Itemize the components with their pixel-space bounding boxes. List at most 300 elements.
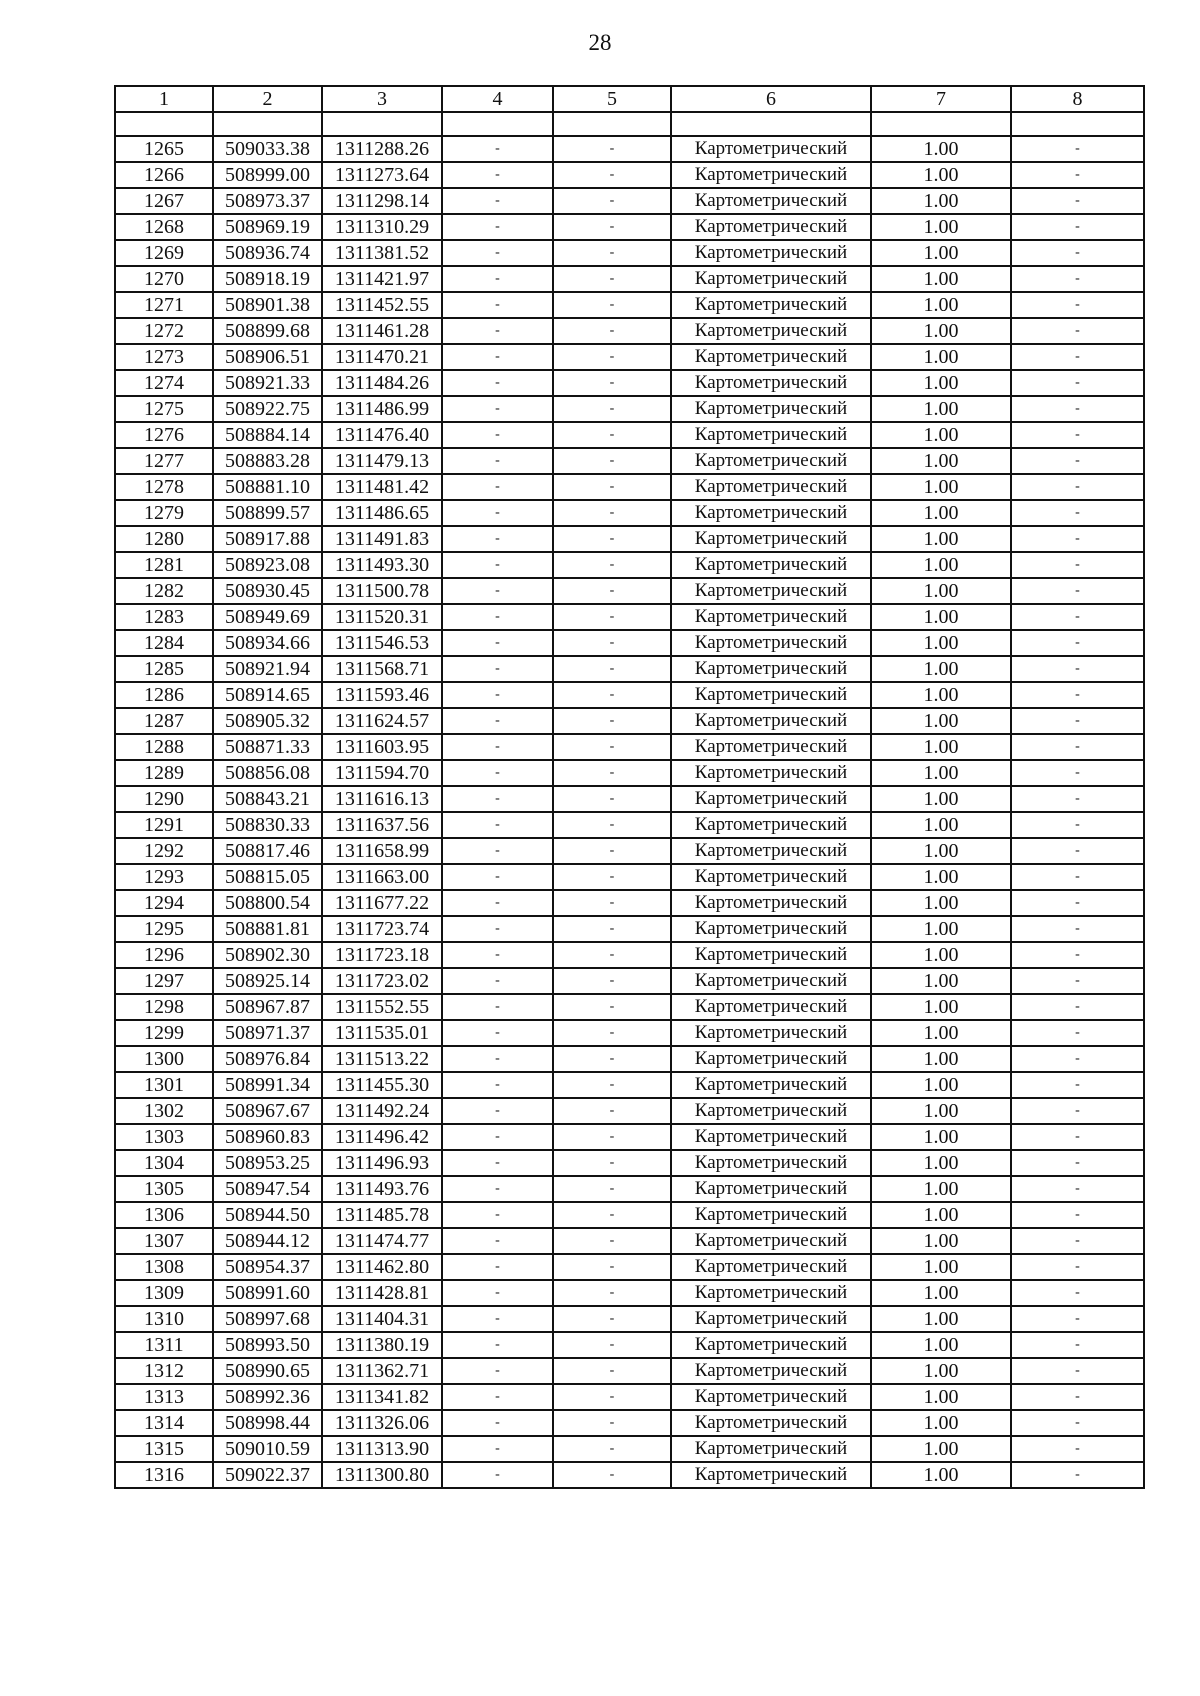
y-coordinate-cell: 1311594.70	[322, 760, 442, 786]
accuracy-cell: 1.00	[871, 1098, 1011, 1124]
column-number: 7	[871, 86, 1011, 112]
x-coordinate-cell: 508899.68	[213, 318, 322, 344]
col5-cell: -	[553, 1462, 671, 1488]
col8-cell: -	[1011, 708, 1144, 734]
y-coordinate-cell: 1311428.81	[322, 1280, 442, 1306]
accuracy-cell: 1.00	[871, 474, 1011, 500]
y-coordinate-cell: 1311723.02	[322, 968, 442, 994]
col4-cell: -	[442, 1462, 553, 1488]
accuracy-cell: 1.00	[871, 396, 1011, 422]
x-coordinate-cell: 508923.08	[213, 552, 322, 578]
y-coordinate-cell: 1311520.31	[322, 604, 442, 630]
point-number-cell: 1298	[115, 994, 213, 1020]
y-coordinate-cell: 1311326.06	[322, 1410, 442, 1436]
accuracy-cell: 1.00	[871, 604, 1011, 630]
method-cell: Картометрический	[671, 1410, 871, 1436]
table-row	[115, 656, 1144, 682]
col5-cell: -	[553, 916, 671, 942]
x-coordinate-cell: 508817.46	[213, 838, 322, 864]
accuracy-cell: 1.00	[871, 1176, 1011, 1202]
method-cell: Картометрический	[671, 942, 871, 968]
col5-cell: -	[553, 1358, 671, 1384]
table-row	[115, 396, 1144, 422]
col4-cell: -	[442, 136, 553, 162]
point-number-cell: 1291	[115, 812, 213, 838]
x-coordinate-cell: 508954.37	[213, 1254, 322, 1280]
x-coordinate-cell: 508930.45	[213, 578, 322, 604]
x-coordinate-cell: 508883.28	[213, 448, 322, 474]
method-cell: Картометрический	[671, 162, 871, 188]
col5-cell: -	[553, 1072, 671, 1098]
point-number-cell: 1276	[115, 422, 213, 448]
x-coordinate-cell: 508922.75	[213, 396, 322, 422]
col5-cell: -	[553, 500, 671, 526]
x-coordinate-cell: 508949.69	[213, 604, 322, 630]
point-number-cell: 1306	[115, 1202, 213, 1228]
y-coordinate-cell: 1311552.55	[322, 994, 442, 1020]
table-row	[115, 370, 1144, 396]
x-coordinate-cell: 508953.25	[213, 1150, 322, 1176]
col8-cell: -	[1011, 1280, 1144, 1306]
table-row	[115, 136, 1144, 162]
col5-cell: -	[553, 864, 671, 890]
col4-cell: -	[442, 994, 553, 1020]
method-cell: Картометрический	[671, 396, 871, 422]
col4-cell: -	[442, 1124, 553, 1150]
col8-cell: -	[1011, 500, 1144, 526]
method-cell: Картометрический	[671, 266, 871, 292]
method-cell: Картометрический	[671, 240, 871, 266]
point-number-cell: 1286	[115, 682, 213, 708]
point-number-cell: 1282	[115, 578, 213, 604]
method-cell: Картометрический	[671, 188, 871, 214]
accuracy-cell: 1.00	[871, 760, 1011, 786]
accuracy-cell: 1.00	[871, 578, 1011, 604]
col8-cell: -	[1011, 1436, 1144, 1462]
point-number-cell: 1283	[115, 604, 213, 630]
y-coordinate-cell: 1311677.22	[322, 890, 442, 916]
table-row	[115, 1098, 1144, 1124]
x-coordinate-cell: 508881.10	[213, 474, 322, 500]
col4-cell: -	[442, 266, 553, 292]
table-row	[115, 786, 1144, 812]
col8-cell: -	[1011, 1150, 1144, 1176]
col5-cell: -	[553, 734, 671, 760]
accuracy-cell: 1.00	[871, 838, 1011, 864]
x-coordinate-cell: 508969.19	[213, 214, 322, 240]
col4-cell: -	[442, 968, 553, 994]
accuracy-cell: 1.00	[871, 1410, 1011, 1436]
col5-cell: -	[553, 526, 671, 552]
method-cell: Картометрический	[671, 422, 871, 448]
table-row	[115, 968, 1144, 994]
accuracy-cell: 1.00	[871, 682, 1011, 708]
col8-cell: -	[1011, 838, 1144, 864]
col4-cell: -	[442, 1098, 553, 1124]
point-number-cell: 1281	[115, 552, 213, 578]
x-coordinate-cell: 508843.21	[213, 786, 322, 812]
col8-cell: -	[1011, 760, 1144, 786]
y-coordinate-cell: 1311362.71	[322, 1358, 442, 1384]
x-coordinate-cell: 508947.54	[213, 1176, 322, 1202]
col8-cell: -	[1011, 1046, 1144, 1072]
x-coordinate-cell: 509033.38	[213, 136, 322, 162]
col8-cell: -	[1011, 1306, 1144, 1332]
col8-cell: -	[1011, 1358, 1144, 1384]
table-row	[115, 1150, 1144, 1176]
x-coordinate-cell: 508971.37	[213, 1020, 322, 1046]
accuracy-cell: 1.00	[871, 448, 1011, 474]
col4-cell: -	[442, 1280, 553, 1306]
col4-cell: -	[442, 734, 553, 760]
col4-cell: -	[442, 812, 553, 838]
x-coordinate-cell: 508905.32	[213, 708, 322, 734]
method-cell: Картометрический	[671, 812, 871, 838]
y-coordinate-cell: 1311486.99	[322, 396, 442, 422]
table-row	[115, 422, 1144, 448]
accuracy-cell: 1.00	[871, 136, 1011, 162]
accuracy-cell: 1.00	[871, 1046, 1011, 1072]
col4-cell: -	[442, 1332, 553, 1358]
col8-cell: -	[1011, 188, 1144, 214]
col4-cell: -	[442, 240, 553, 266]
table-row	[115, 344, 1144, 370]
table-row	[115, 500, 1144, 526]
table-row	[115, 292, 1144, 318]
method-cell: Картометрический	[671, 1358, 871, 1384]
col4-cell: -	[442, 838, 553, 864]
table-row	[115, 760, 1144, 786]
point-number-cell: 1315	[115, 1436, 213, 1462]
blank-cell	[442, 112, 553, 136]
col8-cell: -	[1011, 916, 1144, 942]
y-coordinate-cell: 1311421.97	[322, 266, 442, 292]
point-number-cell: 1277	[115, 448, 213, 474]
col4-cell: -	[442, 188, 553, 214]
method-cell: Картометрический	[671, 136, 871, 162]
x-coordinate-cell: 509022.37	[213, 1462, 322, 1488]
table-row	[115, 162, 1144, 188]
method-cell: Картометрический	[671, 1098, 871, 1124]
col8-cell: -	[1011, 162, 1144, 188]
col8-cell: -	[1011, 552, 1144, 578]
col8-cell: -	[1011, 1462, 1144, 1488]
col8-cell: -	[1011, 1020, 1144, 1046]
table-row	[115, 474, 1144, 500]
table-row	[115, 1436, 1144, 1462]
col8-cell: -	[1011, 682, 1144, 708]
accuracy-cell: 1.00	[871, 370, 1011, 396]
y-coordinate-cell: 1311568.71	[322, 656, 442, 682]
y-coordinate-cell: 1311603.95	[322, 734, 442, 760]
col5-cell: -	[553, 1410, 671, 1436]
col8-cell: -	[1011, 1202, 1144, 1228]
method-cell: Картометрический	[671, 838, 871, 864]
col5-cell: -	[553, 812, 671, 838]
y-coordinate-cell: 1311492.24	[322, 1098, 442, 1124]
method-cell: Картометрический	[671, 1332, 871, 1358]
y-coordinate-cell: 1311513.22	[322, 1046, 442, 1072]
method-cell: Картометрический	[671, 1306, 871, 1332]
x-coordinate-cell: 508973.37	[213, 188, 322, 214]
y-coordinate-cell: 1311496.42	[322, 1124, 442, 1150]
table-row	[115, 630, 1144, 656]
accuracy-cell: 1.00	[871, 968, 1011, 994]
x-coordinate-cell: 508934.66	[213, 630, 322, 656]
point-number-cell: 1275	[115, 396, 213, 422]
table-row	[115, 916, 1144, 942]
table-row	[115, 1046, 1144, 1072]
method-cell: Картометрический	[671, 890, 871, 916]
col8-cell: -	[1011, 474, 1144, 500]
col5-cell: -	[553, 1436, 671, 1462]
point-number-cell: 1307	[115, 1228, 213, 1254]
method-cell: Картометрический	[671, 318, 871, 344]
column-number: 3	[322, 86, 442, 112]
y-coordinate-cell: 1311474.77	[322, 1228, 442, 1254]
blank-cell	[871, 112, 1011, 136]
accuracy-cell: 1.00	[871, 240, 1011, 266]
table-row	[115, 1358, 1144, 1384]
x-coordinate-cell: 508917.88	[213, 526, 322, 552]
accuracy-cell: 1.00	[871, 1306, 1011, 1332]
accuracy-cell: 1.00	[871, 1462, 1011, 1488]
y-coordinate-cell: 1311380.19	[322, 1332, 442, 1358]
x-coordinate-cell: 508800.54	[213, 890, 322, 916]
y-coordinate-cell: 1311381.52	[322, 240, 442, 266]
accuracy-cell: 1.00	[871, 916, 1011, 942]
table-row	[115, 1332, 1144, 1358]
method-cell: Картометрический	[671, 734, 871, 760]
col8-cell: -	[1011, 448, 1144, 474]
col4-cell: -	[442, 708, 553, 734]
method-cell: Картометрический	[671, 682, 871, 708]
y-coordinate-cell: 1311341.82	[322, 1384, 442, 1410]
col4-cell: -	[442, 396, 553, 422]
table-row	[115, 448, 1144, 474]
col8-cell: -	[1011, 968, 1144, 994]
col4-cell: -	[442, 890, 553, 916]
col5-cell: -	[553, 318, 671, 344]
col5-cell: -	[553, 552, 671, 578]
x-coordinate-cell: 508921.94	[213, 656, 322, 682]
x-coordinate-cell: 508992.36	[213, 1384, 322, 1410]
point-number-cell: 1267	[115, 188, 213, 214]
col4-cell: -	[442, 942, 553, 968]
blank-cell	[213, 112, 322, 136]
point-number-cell: 1305	[115, 1176, 213, 1202]
y-coordinate-cell: 1311593.46	[322, 682, 442, 708]
col4-cell: -	[442, 526, 553, 552]
col4-cell: -	[442, 1176, 553, 1202]
col5-cell: -	[553, 890, 671, 916]
col8-cell: -	[1011, 994, 1144, 1020]
table-row	[115, 552, 1144, 578]
column-number: 4	[442, 86, 553, 112]
y-coordinate-cell: 1311493.30	[322, 552, 442, 578]
table-row	[115, 1306, 1144, 1332]
col8-cell: -	[1011, 812, 1144, 838]
method-cell: Картометрический	[671, 1176, 871, 1202]
col8-cell: -	[1011, 864, 1144, 890]
point-number-cell: 1268	[115, 214, 213, 240]
table-row	[115, 1124, 1144, 1150]
col5-cell: -	[553, 448, 671, 474]
col4-cell: -	[442, 864, 553, 890]
point-number-cell: 1314	[115, 1410, 213, 1436]
method-cell: Картометрический	[671, 968, 871, 994]
col8-cell: -	[1011, 630, 1144, 656]
col4-cell: -	[442, 916, 553, 942]
accuracy-cell: 1.00	[871, 1202, 1011, 1228]
point-number-cell: 1303	[115, 1124, 213, 1150]
accuracy-cell: 1.00	[871, 708, 1011, 734]
point-number-cell: 1310	[115, 1306, 213, 1332]
col5-cell: -	[553, 1254, 671, 1280]
col5-cell: -	[553, 630, 671, 656]
method-cell: Картометрический	[671, 916, 871, 942]
accuracy-cell: 1.00	[871, 1254, 1011, 1280]
y-coordinate-cell: 1311404.31	[322, 1306, 442, 1332]
col5-cell: -	[553, 474, 671, 500]
point-number-cell: 1301	[115, 1072, 213, 1098]
col4-cell: -	[442, 552, 553, 578]
x-coordinate-cell: 508999.00	[213, 162, 322, 188]
table-row	[115, 188, 1144, 214]
point-number-cell: 1308	[115, 1254, 213, 1280]
col5-cell: -	[553, 1150, 671, 1176]
col8-cell: -	[1011, 1228, 1144, 1254]
col8-cell: -	[1011, 318, 1144, 344]
method-cell: Картометрический	[671, 1280, 871, 1306]
col4-cell: -	[442, 1150, 553, 1176]
col8-cell: -	[1011, 214, 1144, 240]
method-cell: Картометрический	[671, 1150, 871, 1176]
point-number-cell: 1309	[115, 1280, 213, 1306]
y-coordinate-cell: 1311481.42	[322, 474, 442, 500]
x-coordinate-cell: 508871.33	[213, 734, 322, 760]
column-number: 5	[553, 86, 671, 112]
method-cell: Картометрический	[671, 1384, 871, 1410]
accuracy-cell: 1.00	[871, 1150, 1011, 1176]
y-coordinate-cell: 1311455.30	[322, 1072, 442, 1098]
accuracy-cell: 1.00	[871, 1332, 1011, 1358]
table-row	[115, 240, 1144, 266]
point-number-cell: 1271	[115, 292, 213, 318]
method-cell: Картометрический	[671, 1046, 871, 1072]
col4-cell: -	[442, 1228, 553, 1254]
accuracy-cell: 1.00	[871, 734, 1011, 760]
point-number-cell: 1272	[115, 318, 213, 344]
point-number-cell: 1302	[115, 1098, 213, 1124]
table-row	[115, 890, 1144, 916]
col4-cell: -	[442, 1306, 553, 1332]
method-cell: Картометрический	[671, 1072, 871, 1098]
col8-cell: -	[1011, 292, 1144, 318]
col8-cell: -	[1011, 526, 1144, 552]
point-number-cell: 1293	[115, 864, 213, 890]
method-cell: Картометрический	[671, 1124, 871, 1150]
col5-cell: -	[553, 682, 671, 708]
col8-cell: -	[1011, 1332, 1144, 1358]
method-cell: Картометрический	[671, 994, 871, 1020]
col4-cell: -	[442, 162, 553, 188]
col8-cell: -	[1011, 266, 1144, 292]
x-coordinate-cell: 508914.65	[213, 682, 322, 708]
method-cell: Картометрический	[671, 448, 871, 474]
col4-cell: -	[442, 1410, 553, 1436]
x-coordinate-cell: 508902.30	[213, 942, 322, 968]
table-row	[115, 1228, 1144, 1254]
method-cell: Картометрический	[671, 630, 871, 656]
accuracy-cell: 1.00	[871, 344, 1011, 370]
accuracy-cell: 1.00	[871, 1358, 1011, 1384]
point-number-cell: 1289	[115, 760, 213, 786]
col8-cell: -	[1011, 1098, 1144, 1124]
point-number-cell: 1274	[115, 370, 213, 396]
x-coordinate-cell: 508991.60	[213, 1280, 322, 1306]
accuracy-cell: 1.00	[871, 1436, 1011, 1462]
col8-cell: -	[1011, 1384, 1144, 1410]
y-coordinate-cell: 1311300.80	[322, 1462, 442, 1488]
table-row	[115, 1384, 1144, 1410]
col4-cell: -	[442, 1046, 553, 1072]
y-coordinate-cell: 1311535.01	[322, 1020, 442, 1046]
col8-cell: -	[1011, 136, 1144, 162]
table-row	[115, 1280, 1144, 1306]
col5-cell: -	[553, 968, 671, 994]
x-coordinate-cell: 508901.38	[213, 292, 322, 318]
point-number-cell: 1316	[115, 1462, 213, 1488]
col5-cell: -	[553, 370, 671, 396]
col5-cell: -	[553, 214, 671, 240]
accuracy-cell: 1.00	[871, 162, 1011, 188]
accuracy-cell: 1.00	[871, 812, 1011, 838]
table-row	[115, 708, 1144, 734]
x-coordinate-cell: 508881.81	[213, 916, 322, 942]
col4-cell: -	[442, 500, 553, 526]
table-row	[115, 214, 1144, 240]
col5-cell: -	[553, 994, 671, 1020]
x-coordinate-cell: 508884.14	[213, 422, 322, 448]
method-cell: Картометрический	[671, 1202, 871, 1228]
col5-cell: -	[553, 188, 671, 214]
x-coordinate-cell: 508918.19	[213, 266, 322, 292]
col8-cell: -	[1011, 1072, 1144, 1098]
x-coordinate-cell: 508990.65	[213, 1358, 322, 1384]
table-row	[115, 1176, 1144, 1202]
col5-cell: -	[553, 760, 671, 786]
col5-cell: -	[553, 786, 671, 812]
col5-cell: -	[553, 344, 671, 370]
table-row	[115, 682, 1144, 708]
y-coordinate-cell: 1311461.28	[322, 318, 442, 344]
y-coordinate-cell: 1311313.90	[322, 1436, 442, 1462]
point-number-cell: 1297	[115, 968, 213, 994]
col4-cell: -	[442, 682, 553, 708]
y-coordinate-cell: 1311476.40	[322, 422, 442, 448]
y-coordinate-cell: 1311624.57	[322, 708, 442, 734]
col8-cell: -	[1011, 604, 1144, 630]
blank-cell	[671, 112, 871, 136]
point-number-cell: 1295	[115, 916, 213, 942]
table-row	[115, 1020, 1144, 1046]
table-row	[115, 1072, 1144, 1098]
method-cell: Картометрический	[671, 214, 871, 240]
x-coordinate-cell: 508944.12	[213, 1228, 322, 1254]
point-number-cell: 1278	[115, 474, 213, 500]
accuracy-cell: 1.00	[871, 1280, 1011, 1306]
